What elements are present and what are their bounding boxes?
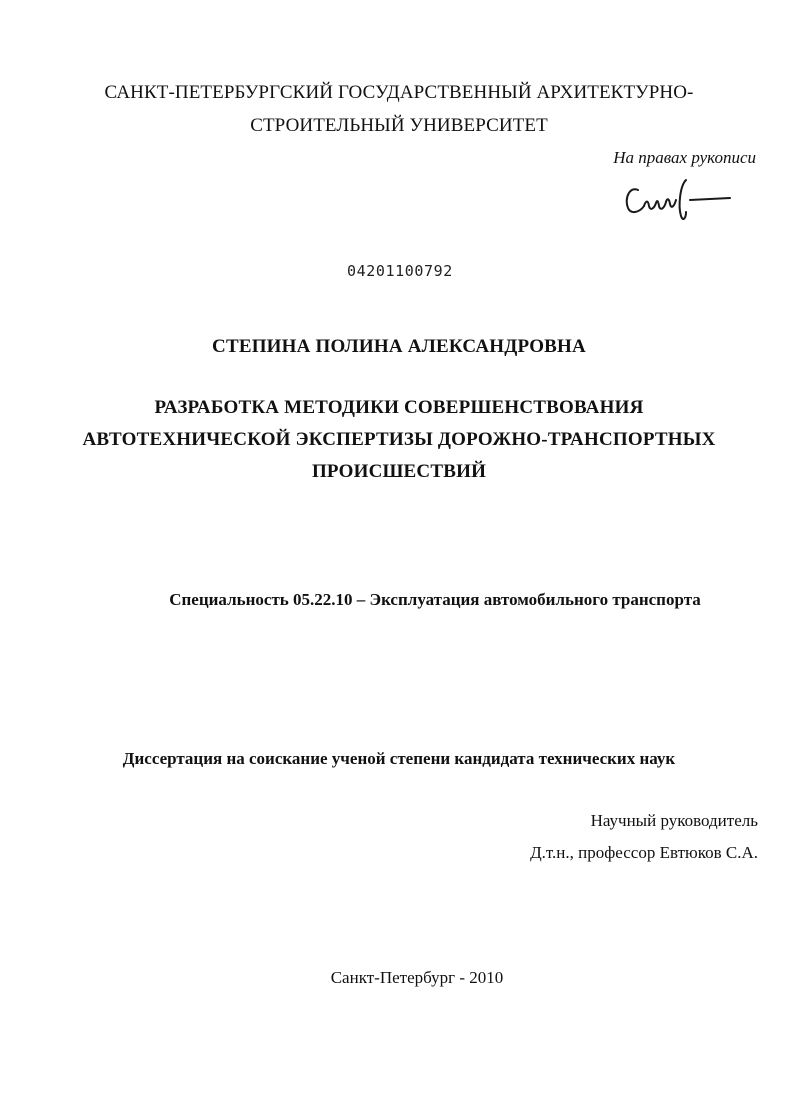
specialty: Специальность 05.22.10 – Эксплуатация автомобильного транспорта — [169, 590, 701, 609]
thesis-title-line3: ПРОИСШЕСТВИЙ — [311, 461, 487, 482]
supervisor-label: Научный руководитель — [590, 811, 758, 830]
registration-number-stamp: 04201100792 — [347, 262, 453, 280]
supervisor-name: Д.т.н., профессор Евтюков С.А. — [530, 843, 758, 862]
rights-note: На правах рукописи — [613, 148, 756, 167]
handwritten-signature — [620, 176, 738, 226]
city-year: Санкт-Петербург - 2010 — [330, 968, 504, 987]
university-name-line1: САНКТ-ПЕТЕРБУРГСКИЙ ГОСУДАРСТВЕННЫЙ АРХИТЕКТУРНО- — [104, 82, 694, 103]
university-name-line2: СТРОИТЕЛЬНЫЙ УНИВЕРСИТЕТ — [250, 115, 548, 136]
author-name: СТЕПИНА ПОЛИНА АЛЕКСАНДРОВНА — [212, 336, 586, 357]
thesis-title-line1: РАЗРАБОТКА МЕТОДИКИ СОВЕРШЕНСТВОВАНИЯ — [154, 397, 644, 418]
thesis-degree-note: Диссертация на соискание ученой степени кандидата технических наук — [122, 749, 676, 768]
thesis-title-line2: АВТОТЕХНИЧЕСКОЙ ЭКСПЕРТИЗЫ ДОРОЖНО-ТРАНСПОРТНЫХ — [82, 429, 716, 450]
